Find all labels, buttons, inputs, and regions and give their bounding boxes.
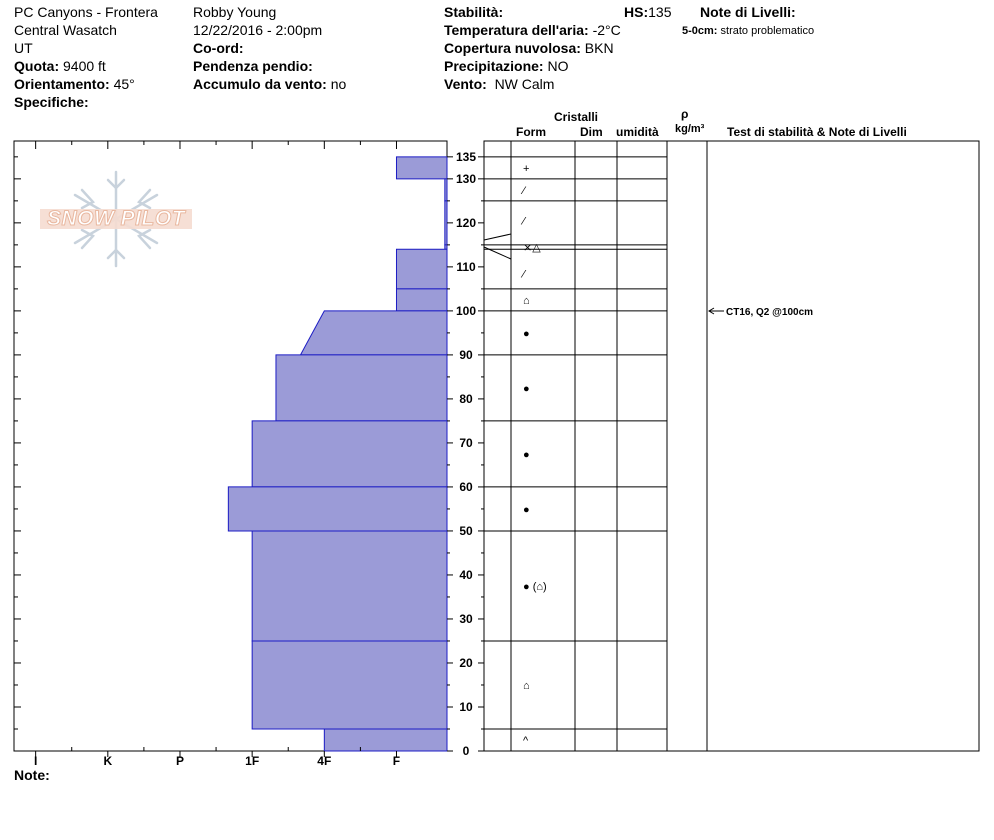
hardness-label-4F: 4F — [317, 754, 332, 768]
grain-form-symbol-9: ● — [523, 503, 530, 516]
hardness-layer-9 — [228, 487, 447, 531]
rho-header: ρ — [681, 107, 689, 121]
depth-label-40: 40 — [459, 567, 473, 582]
grain-form-symbol-3: ⨯△ — [523, 242, 541, 255]
observer: Robby Young — [193, 4, 277, 20]
hardness-label-I: I — [33, 754, 38, 768]
hardness-layers — [228, 157, 447, 751]
depth-label-30: 30 — [459, 611, 473, 626]
sky-value: BKN — [584, 40, 614, 56]
notes-label: Note: — [14, 767, 50, 783]
crystals-header: Cristalli — [554, 110, 599, 124]
depth-label-100: 100 — [455, 303, 477, 318]
density-header: kg/m³ — [675, 123, 705, 135]
specifics-label: Specifiche: — [14, 94, 89, 110]
aspect-label: Orientamento: — [14, 76, 110, 92]
stability-label: Stabilità: — [444, 4, 504, 20]
hardness-layer-1 — [445, 179, 447, 201]
hs-label: HS: — [624, 4, 649, 20]
region: Central Wasatch — [14, 22, 117, 38]
depth-label-60: 60 — [459, 479, 473, 494]
hardness-layer-10 — [252, 531, 447, 641]
datetime: 12/22/2016 - 2:00pm — [193, 22, 323, 38]
dim-header: Dim — [580, 125, 603, 139]
wind-label: Vento: — [444, 76, 487, 92]
hardness-layer-7 — [276, 355, 447, 421]
layer-notes-label: Note di Livelli: — [700, 4, 796, 20]
stability-notes-header: Test di stabilità & Note di Livelli — [727, 125, 907, 139]
depth-label-90: 90 — [459, 347, 473, 362]
hardness-layer-6 — [301, 311, 447, 355]
hardness-layer-3 — [445, 245, 447, 249]
wind-value: NW Calm — [494, 76, 555, 92]
depth-label-130: 130 — [455, 171, 477, 186]
location: PC Canyons - Frontera — [14, 4, 158, 20]
grain-form-symbol-12: ^ — [523, 734, 529, 747]
wind-loading-value: no — [330, 76, 347, 92]
hardness-label-F: F — [392, 754, 401, 768]
grain-form-symbols — [520, 163, 547, 747]
depth-axis — [447, 150, 484, 758]
grain-form-symbol-2: ⁄ — [523, 215, 525, 228]
depth-label-135: 135 — [455, 149, 477, 164]
air-temp-label: Temperatura dell'aria: — [444, 22, 589, 38]
depth-label-80: 80 — [459, 391, 473, 406]
hardness-layer-0 — [396, 157, 447, 179]
precip-value: NO — [547, 58, 569, 74]
depth-label-120: 120 — [455, 215, 477, 230]
form-header: Form — [516, 125, 546, 139]
grain-form-symbol-1: ⁄ — [523, 184, 525, 197]
air-temp-value: -2°C — [592, 22, 621, 38]
grain-form-symbol-0: + — [523, 162, 530, 175]
grain-form-symbol-7: ● — [523, 382, 530, 395]
depth-label-10: 10 — [459, 699, 473, 714]
wind-loading-label: Accumulo da vento: — [193, 76, 327, 92]
sky-label: Copertura nuvolosa: — [444, 40, 581, 56]
layer-note-depth: 5-0cm: — [682, 25, 718, 37]
grain-form-symbol-10: ● (⌂) — [523, 580, 547, 593]
aspect-value: 45° — [113, 76, 135, 92]
hardness-label-K: K — [103, 754, 113, 768]
depth-label-70: 70 — [459, 435, 473, 450]
layer-note-text: strato problematico — [720, 25, 815, 37]
hardness-layer-2 — [445, 201, 447, 245]
hardness-axis-labels — [34, 754, 400, 768]
coord-label: Co-ord: — [193, 40, 244, 56]
elevation-label: Quota: — [14, 58, 60, 74]
grain-form-symbol-6: ● — [523, 327, 530, 340]
crystal-table-frame — [484, 141, 979, 751]
slope-label: Pendenza pendio: — [193, 58, 313, 74]
stability-test-annotation: CT16, Q2 @100cm — [726, 307, 814, 318]
depth-label-50: 50 — [459, 523, 473, 538]
state: UT — [14, 40, 33, 56]
hardness-layer-5 — [396, 289, 447, 311]
hardness-label-1F: 1F — [245, 754, 260, 768]
hardness-layer-4 — [396, 249, 447, 289]
grain-form-symbol-5: ⌂ — [523, 294, 530, 307]
depth-label-110: 110 — [456, 259, 476, 274]
precip-label: Precipitazione: — [444, 58, 544, 74]
hardness-layer-12 — [324, 729, 447, 751]
moisture-header: umidità — [616, 125, 659, 139]
grain-form-symbol-11: ⌂ — [523, 679, 530, 692]
hardness-label-P: P — [175, 754, 184, 768]
hs-value: 135 — [648, 4, 672, 20]
hardness-layer-11 — [252, 641, 447, 729]
grain-form-symbol-8: ● — [523, 448, 530, 461]
logo-text: SNOW PILOT — [47, 207, 185, 230]
depth-label-20: 20 — [459, 655, 473, 670]
hardness-layer-8 — [252, 421, 447, 487]
grain-form-symbol-4: ⁄ — [523, 268, 525, 281]
elevation-value: 9400 ft — [63, 58, 106, 74]
depth-label-0: 0 — [462, 744, 470, 758]
weak-layer-marker-top — [484, 234, 511, 240]
